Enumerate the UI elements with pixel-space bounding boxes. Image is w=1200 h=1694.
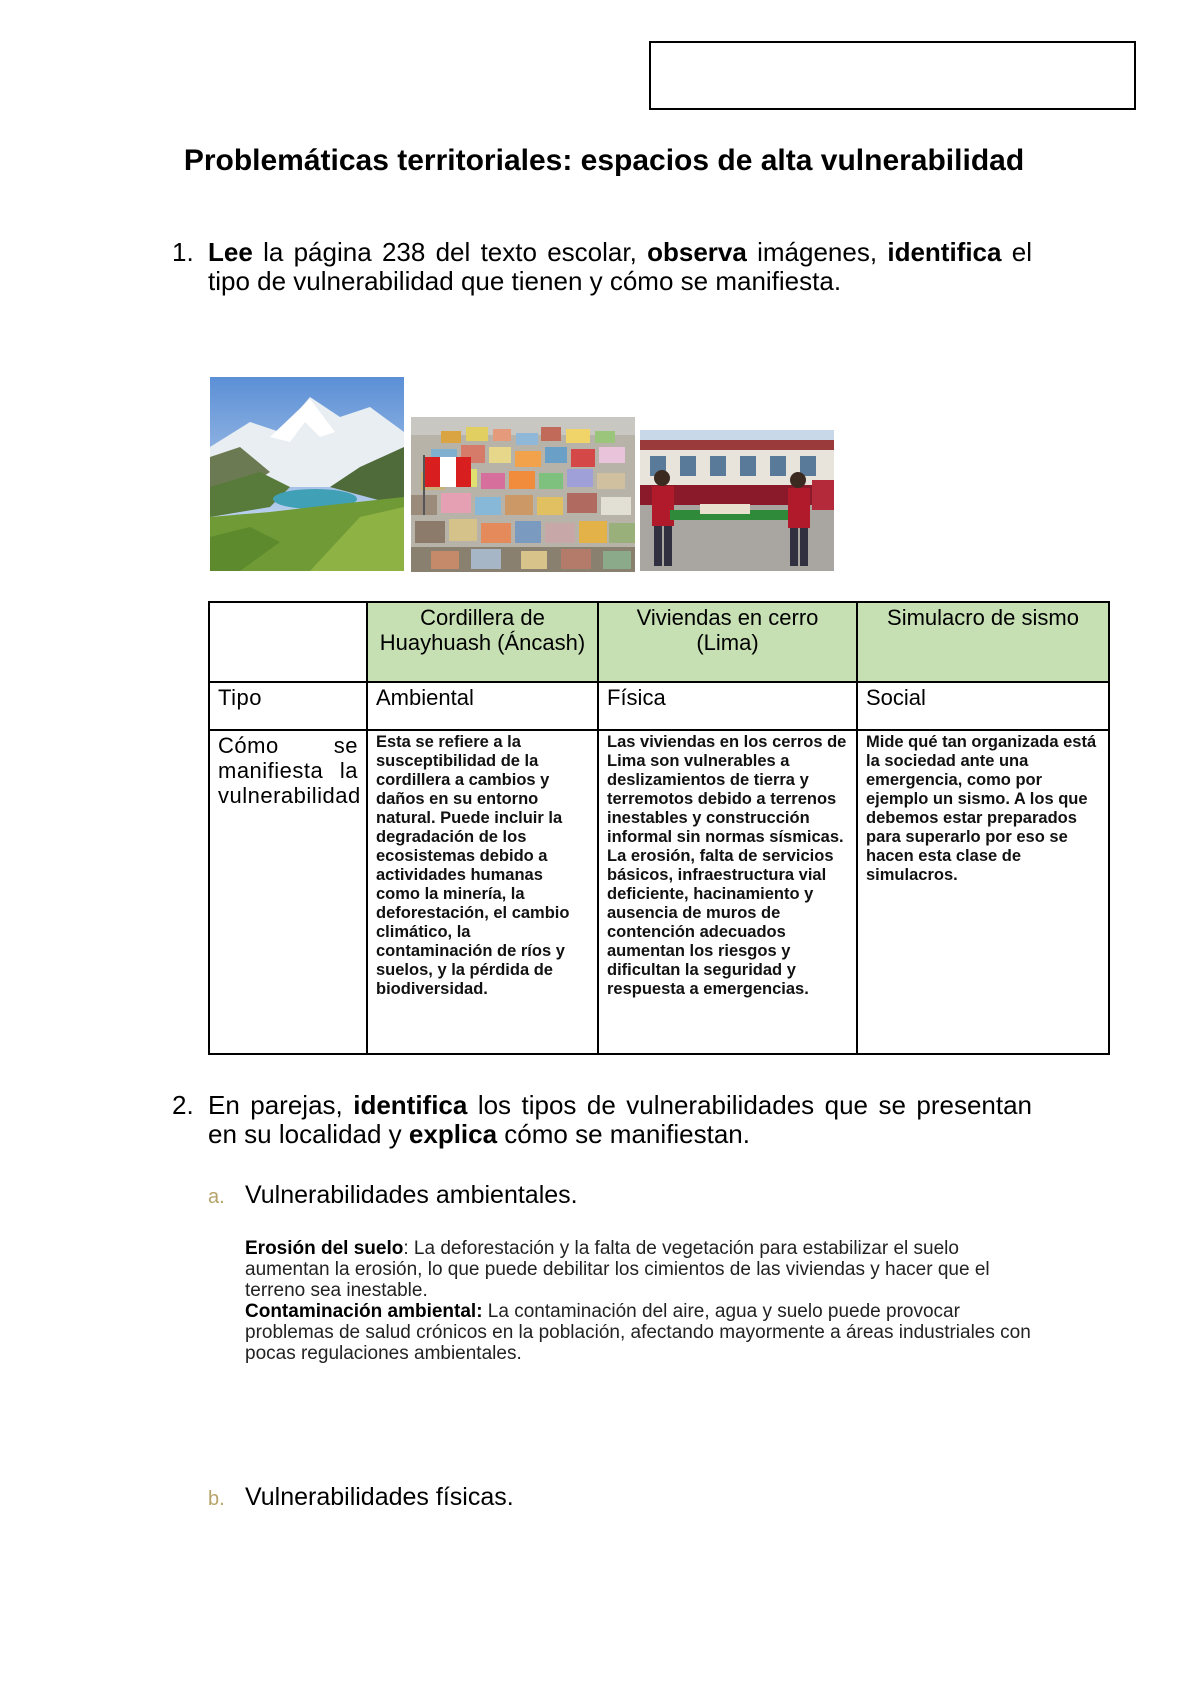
answer-paragraph: Erosión del suelo: La deforestación y la falta de vegetación para estabilizar el suelo aumentan la erosión, lo que puede debilitar los cimientos de las viviendas y hacer que el terreno sea inestable.: [245, 1238, 990, 1301]
vulnerability-table: [208, 601, 1110, 1055]
verb-observa: observa: [647, 237, 747, 267]
mountain-lake-image: [210, 377, 404, 571]
table-header-viviendas: Viviendas en cerro (Lima): [598, 602, 857, 682]
question-2-text: En parejas, identifica los tipos de vulnerabilidades que se presentan en su localidad y explica cómo se manifiestan.: [208, 1090, 1033, 1149]
tipo-fisica: Física: [598, 682, 857, 730]
verb-lee: Lee: [208, 237, 253, 267]
photo-strip: [210, 377, 836, 572]
subquestion-letter: b.: [208, 1488, 225, 1510]
question-number: 1.: [172, 237, 194, 267]
page-title: Problemáticas territoriales: espacios de alta vulnerabilidad: [183, 144, 1025, 177]
earthquake-drill-image: [640, 430, 834, 571]
tipo-social: Social: [857, 682, 1109, 730]
answer-a: [245, 1238, 1045, 1364]
hillside-houses-image: [411, 417, 635, 572]
question-1: [172, 238, 1032, 296]
como-simulacro-cell: [857, 730, 1109, 1054]
como-cordillera: Esta se refiere a la susceptibilidad de la cordillera a cambios y daños en su entorno natural. Puede incluir la degradación de los ecosistemas debido a actividades humanas como la minería, la deforestación, el cambio climático, la contaminación de ríos y suelos, y la pérdida de biodiversidad.: [376, 733, 570, 998]
subquestion-b-label: Vulnerabilidades físicas.: [245, 1483, 514, 1511]
table-header-row: [209, 602, 1109, 682]
row-label-como: Cómo se manifiesta la vulnerabilidad: [218, 733, 361, 808]
question-1-text: Lee la página 238 del texto escolar, observa imágenes, identifica el tipo de vulnerabilidad que tienen y cómo se manifiesta.: [208, 237, 1032, 296]
verb-identifica: identifica: [887, 237, 1002, 267]
como-viviendas: Las viviendas en los cerros de Lima son vulnerables a deslizamientos de tierra y terremotos debido a terrenos inestables y construcción informal sin normas sísmicas. La erosión, falta de servicios básicos, infraestructura vial deficiente, hacinamiento y ausencia de muros de contención adecuados aumentan los riesgos y dificultan la seguridad y respuesta a emergencias.: [607, 733, 847, 998]
table-row-tipo: [209, 682, 1109, 730]
verb-identifica: identifica: [353, 1090, 468, 1120]
table-row-como: [209, 730, 1109, 1054]
answer-paragraph: Contaminación ambiental: La contaminación del aire, agua y suelo puede provocar problemas de salud crónicos en la población, afectando mayormente a áreas industriales con pocas regulaciones ambientales.: [245, 1301, 1031, 1364]
answer-term: Erosión del suelo: [245, 1238, 404, 1259]
como-simulacro: Mide qué tan organizada está la sociedad ante una emergencia, como por ejemplo un sismo. A los que debemos estar preparados para superarlo por eso se hacen esta clase de simulacros.: [866, 733, 1097, 884]
row-label-tipo: Tipo: [209, 682, 367, 730]
como-viviendas-cell: [598, 730, 857, 1054]
como-cordillera-cell: [367, 730, 598, 1054]
tipo-ambiental: Ambiental: [367, 682, 598, 730]
question-2: [172, 1091, 1032, 1149]
subquestion-a-label: Vulnerabilidades ambientales.: [245, 1181, 578, 1209]
question-number: 2.: [172, 1090, 194, 1120]
subquestion-b: [208, 1482, 514, 1514]
subquestion-a: [208, 1180, 578, 1212]
subquestion-letter: a.: [208, 1186, 225, 1208]
table-header-cordillera: Cordillera de Huayhuash (Áncash): [367, 602, 598, 682]
row-label-como-cell: [209, 730, 367, 1054]
verb-explica: explica: [408, 1119, 498, 1149]
table-header-empty: [209, 602, 367, 682]
answer-term: Contaminación ambiental:: [245, 1301, 483, 1322]
name-box: [649, 41, 1136, 110]
table-header-simulacro: Simulacro de sismo: [857, 602, 1109, 682]
